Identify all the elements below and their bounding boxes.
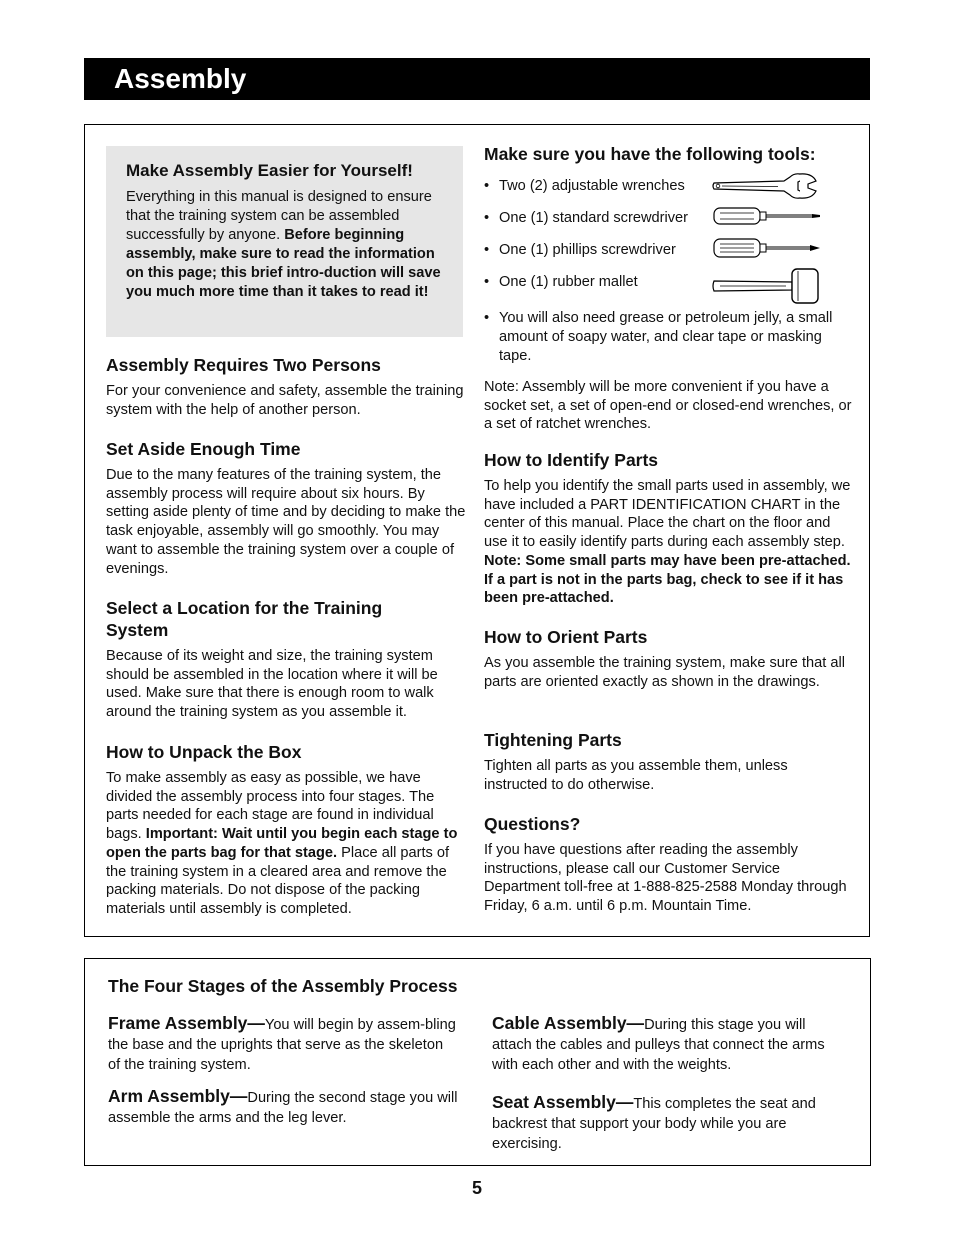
tool-label: Two (2) adjustable wrenches: [499, 178, 685, 194]
tools-list: [484, 177, 854, 305]
callout-box: [106, 146, 463, 337]
tool-label: One (1) phillips screwdriver: [499, 242, 676, 258]
tools-extra-text: You will also need grease or petroleum jelly, a small amount of soapy water, and clear tape or masking tape.: [499, 310, 833, 364]
stage-name: Cable Assembly—: [492, 1013, 645, 1033]
section-time: [106, 438, 468, 578]
rubber-mallet-icon: [712, 267, 824, 305]
orient-heading: How to Orient Parts: [484, 627, 648, 647]
stages-box: [84, 958, 871, 1166]
standard-screwdriver-icon: [712, 203, 824, 229]
bullet: •: [484, 242, 490, 258]
orient-text: As you assemble the training system, make sure that all parts are oriented exactly as shown in the drawings.: [484, 655, 845, 690]
location-heading: [106, 597, 468, 641]
stage-name: Seat Assembly—: [492, 1092, 634, 1112]
identify-text: [484, 477, 854, 608]
page-title: Assembly: [114, 63, 247, 94]
section-unpack: [106, 741, 468, 919]
tools-heading: Make sure you have the following tools:: [484, 144, 816, 164]
tools-extra: [484, 309, 854, 366]
bullet: •: [484, 310, 490, 326]
tool-label: One (1) standard screwdriver: [499, 210, 688, 226]
stage-arm: [108, 1086, 458, 1128]
location-heading-line1: Select a Location for the Training: [106, 598, 383, 618]
stage-text: You will begin by assem-bling the base and the uprights that serve as the skeleton of the training system.: [108, 1017, 456, 1073]
tighten-text: Tighten all parts as you assemble them, unless instructed to do otherwise.: [484, 758, 788, 793]
identify-plain: To help you identify the small parts used in assembly, we have included a PART IDENTIFICATION CHART in the center of this manual. Place the chart on the floor and use it to easily identify parts during each assembly step.: [484, 478, 851, 551]
tools-note: Note: Assembly will be more convenient if you have a socket set, a set of open-end or closed-end wrenches, or a set of ratchet wrenches.: [484, 379, 852, 433]
stage-frame: [108, 1013, 458, 1075]
stage-text: During the second stage you will assemble the arms and the leg lever.: [108, 1090, 458, 1126]
adjustable-wrench-icon: [712, 171, 820, 201]
stage-text: During this stage you will attach the cables and pulleys that connect the arms with each other and with the weights.: [492, 1017, 825, 1073]
stages-heading: The Four Stages of the Assembly Process: [108, 976, 458, 996]
section-questions: [484, 813, 854, 916]
callout-plain: Everything in this manual is designed to ensure that the training system can be assembled successfully by anyone.: [126, 189, 432, 243]
section-tools: [484, 143, 854, 434]
tool-label: One (1) rubber mallet: [499, 274, 638, 290]
section-two-persons: [106, 354, 468, 419]
stage-text: This completes the seat and backrest that support your body while you are exercising.: [492, 1096, 816, 1152]
two-persons-text: For your convenience and safety, assemble the training system with the help of another person.: [106, 383, 464, 418]
stage-seat: [492, 1092, 844, 1154]
tighten-heading: Tightening Parts: [484, 730, 622, 750]
page-number: 5: [471, 1178, 482, 1198]
main-content-box: [84, 124, 870, 937]
questions-text: If you have questions after reading the assembly instructions, please call our Customer Service Department toll-free at 1-888-825-2588 Monday through Friday, 6 a.m. until 6 p.m. Mountain Time.: [484, 842, 847, 915]
two-persons-heading: Assembly Requires Two Persons: [106, 355, 381, 375]
section-tighten: [484, 729, 854, 794]
time-text: Due to the many features of the training system, the assembly process will require about six hours. By setting aside plenty of time and by deciding to make the task enjoyable, assembly will go smoothly. You may want to assemble the training system over a couple of evenings.: [106, 467, 466, 577]
stage-name: Arm Assembly—: [108, 1086, 248, 1106]
phillips-screwdriver-icon: [712, 235, 824, 261]
unpack-text-2: Place all parts of the training system in a cleared area and remove the packing materials. Do not dispose of the packing materials until assembly is completed.: [106, 844, 450, 917]
unpack-text-1: To make assembly as easy as possible, we have divided the assembly process into four stages. The parts needed for each stage are found in individual bags.: [106, 770, 435, 843]
tool-item: [484, 273, 854, 305]
callout-text: [126, 188, 449, 302]
section-orient: [484, 626, 854, 691]
stage-name: Frame Assembly—: [108, 1013, 265, 1033]
bullet: •: [484, 274, 490, 290]
stage-cable: [492, 1013, 844, 1075]
unpack-text: [106, 769, 468, 919]
location-heading-line2: System: [106, 620, 169, 640]
section-identify: [484, 449, 854, 608]
time-heading: Set Aside Enough Time: [106, 439, 301, 459]
callout-heading: Make Assembly Easier for Yourself!: [126, 161, 413, 180]
identify-heading: How to Identify Parts: [484, 450, 659, 470]
identify-bold: Note: Some small parts may have been pre-attached. If a part is not in the parts bag, check to see if it has been pre-attached.: [484, 552, 851, 607]
location-text: Because of its weight and size, the training system should be assembled in the location where it will be used. Make sure that there is enough room to walk around the training system as you assemble it.: [106, 648, 438, 721]
title-bar: [84, 58, 870, 100]
unpack-bold: Important: Wait until you begin each stage to open the parts bag for that stage.: [106, 826, 458, 861]
unpack-heading: How to Unpack the Box: [106, 742, 302, 762]
bullet: •: [484, 178, 490, 194]
callout-bold: Before beginning assembly, make sure to read the information on this page; this brief intro-duction will save you much more time than it takes to read it!: [126, 227, 441, 300]
section-location: [106, 597, 468, 722]
bullet: •: [484, 210, 490, 226]
questions-heading: Questions?: [484, 814, 581, 834]
